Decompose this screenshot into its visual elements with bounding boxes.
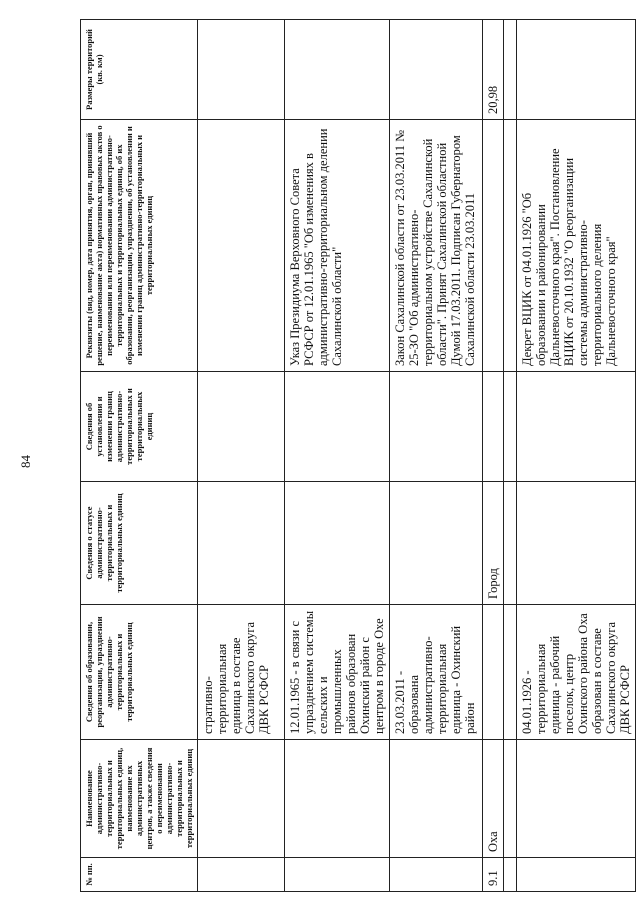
cell-num: [517, 858, 636, 892]
cell-area: 20,98: [483, 20, 504, 120]
cell-num: [198, 858, 285, 892]
cell-num: [285, 858, 390, 892]
cell-borders: [517, 372, 636, 482]
cell-borders: [504, 372, 517, 482]
page-number: 84: [18, 455, 33, 468]
cell-acts: [483, 120, 504, 372]
col-header-borders: Сведения об установлении и изменении границ административно-территориальных и территориальных единиц: [81, 372, 198, 482]
cell-num: [390, 858, 483, 892]
cell-status: Город: [483, 482, 504, 605]
col-header-name: Наименование административно-территориальных и территориальных единиц, наименование их административных центров, а также сведения о переименовании административно-территориальных и территориальных единиц: [81, 740, 198, 858]
cell-name: [504, 740, 517, 858]
cell-status: [390, 482, 483, 605]
registry-table: [80, 19, 636, 892]
cell-formation: 12.01.1965 - в связи с упразднением системы сельских и промышленных районов образован Охинский район с центром в городе Охе: [285, 605, 390, 740]
cell-name: [285, 740, 390, 858]
cell-area: [198, 20, 285, 120]
cell-acts: Закон Сахалинской области от 23.03.2011 № 25-ЗО "Об административно-территориальном устройстве Сахалинской области". Принят Сахалинской областной Думой 17.03.2011. Подписан Губернатором Сахалинской области 23.03.2011: [390, 120, 483, 372]
cell-name: [390, 740, 483, 858]
cell-acts: [504, 120, 517, 372]
cell-area: [517, 20, 636, 120]
header-row: [81, 20, 198, 892]
cell-area: [285, 20, 390, 120]
col-header-formation: Сведения об образовании, реорганизации, упразднении административно-территориальных и территориальных единиц: [81, 605, 198, 740]
cell-borders: [198, 372, 285, 482]
cell-formation: [483, 605, 504, 740]
entry-9-1-title-row: [483, 20, 504, 892]
cell-acts: Декрет ВЦИК от 04.01.1926 "Об образовании и районировании Дальневосточного края". Постановление ВЦИК от 20.10.1932 "О реорганизации системы административно-территориального деления Дальневосточного края": [517, 120, 636, 372]
cell-name: Оха: [483, 740, 504, 858]
cell-acts: Указ Президиума Верховного Совета РСФСР от 12.01.1965 "Об изменениях в административно-территориальном делении Сахалинской области": [285, 120, 390, 372]
table-row: [390, 20, 483, 892]
col-header-num: № пп.: [81, 858, 198, 892]
cell-formation: [504, 605, 517, 740]
cell-status: [198, 482, 285, 605]
cell-num: 9.1: [483, 858, 504, 892]
separator-row: [504, 20, 517, 892]
cell-num: [504, 858, 517, 892]
cell-borders: [483, 372, 504, 482]
table-row: [285, 20, 390, 892]
cell-borders: [390, 372, 483, 482]
entry-9-1-detail-row: [517, 20, 636, 892]
cell-status: [504, 482, 517, 605]
cell-formation: стративно-территориальная единица в составе Сахалинского округа ДВК РСФСР: [198, 605, 285, 740]
cell-name: [198, 740, 285, 858]
col-header-acts: Реквизиты (вид, номер, дата принятия, орган, принявший решение, наименование акта) нормативных правовых актов о переименовании или переименовании административно-территориальных и территориальных единиц, об их образовании, реорганизации, упразднении, об установлении и изменении границ административно-территориальных и территориальных единиц: [81, 120, 198, 372]
cell-borders: [285, 372, 390, 482]
cell-name: [517, 740, 636, 858]
cell-status: [285, 482, 390, 605]
cell-status: [517, 482, 636, 605]
cell-area: [504, 20, 517, 120]
cell-formation: 23.03.2011 - образована административно-территориальная единица - Охинский район: [390, 605, 483, 740]
col-header-area: Размеры территорий (кв. км): [81, 20, 198, 120]
cell-area: [390, 20, 483, 120]
cell-formation: 04.01.1926 - территориальная единица - рабочий поселок, центр Охинского района Оха образован в составе Сахалинского округа ДВК РСФСР: [517, 605, 636, 740]
cell-acts: [198, 120, 285, 372]
col-header-status: Сведения о статусе административно-территориальных и территориальных единиц: [81, 482, 198, 605]
table-row: [198, 20, 285, 892]
